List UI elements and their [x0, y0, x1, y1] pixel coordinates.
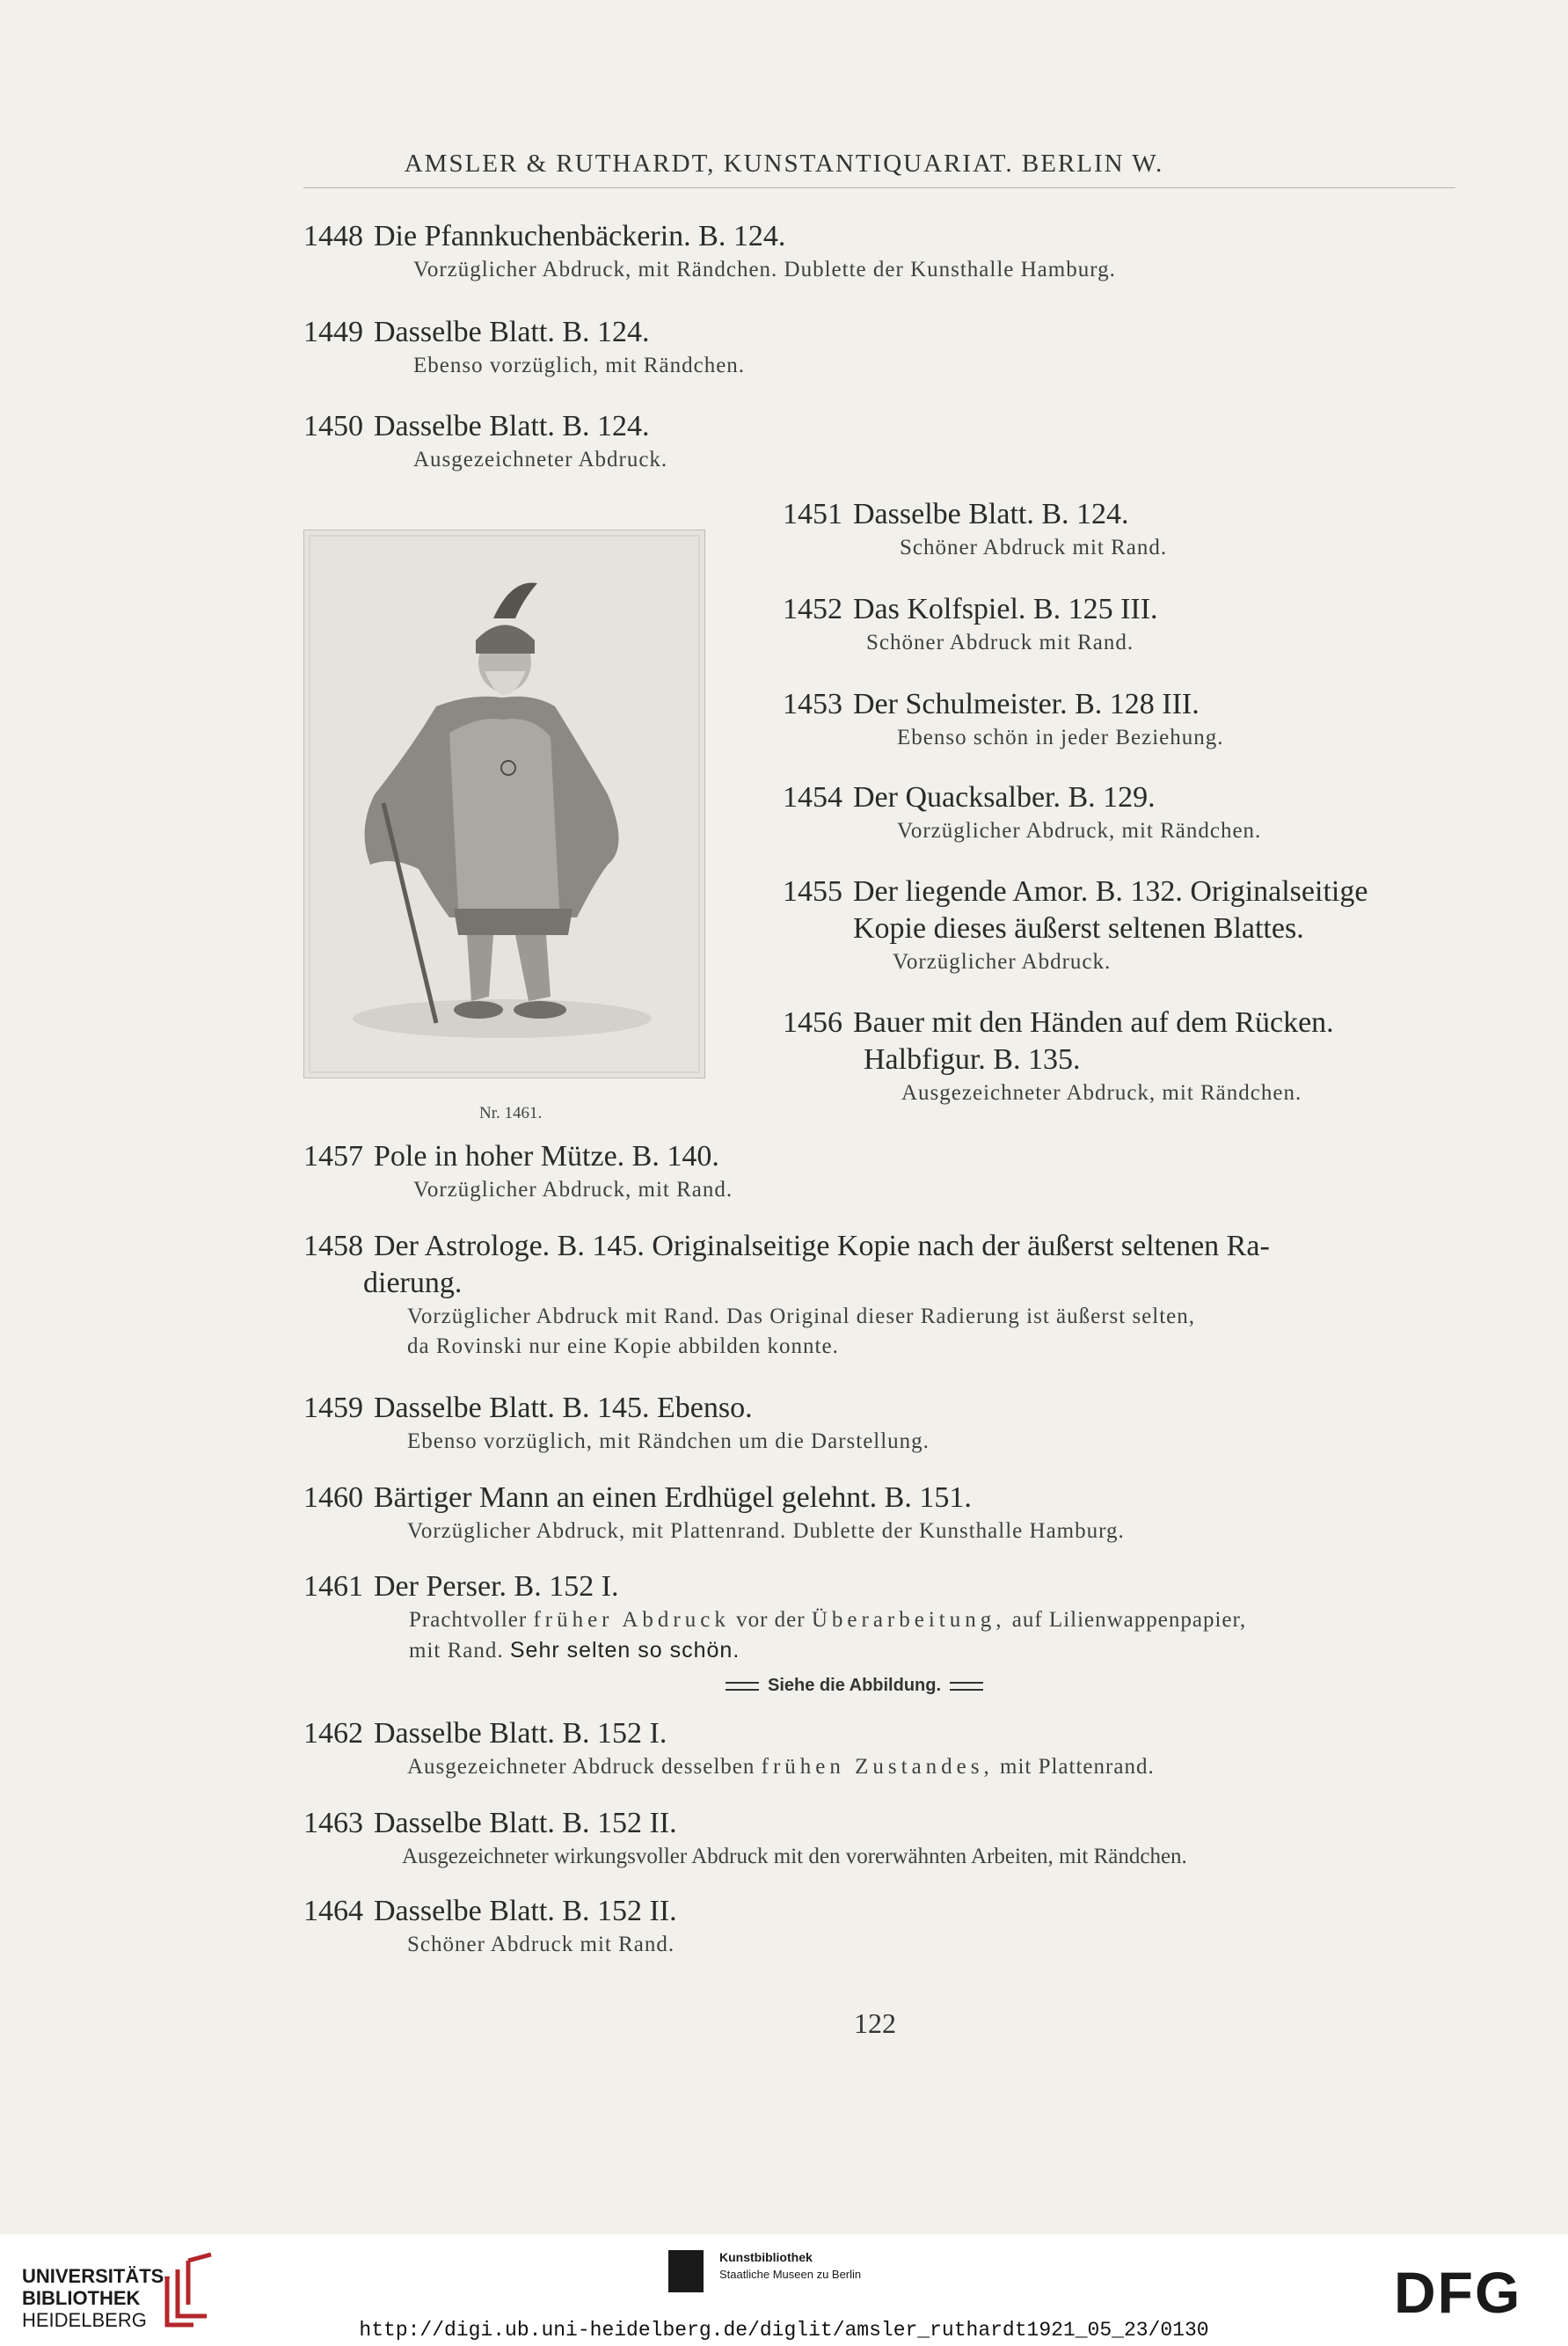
entry-number: 1449: [303, 316, 363, 348]
entry-description: Vorzüglicher Abdruck, mit Rand.: [413, 1178, 733, 1202]
entry-description: Schöner Abdruck mit Rand.: [407, 1933, 675, 1956]
kb-logo-line1: Kunstbibliothek: [719, 2250, 813, 2264]
see-illustration-text: Siehe die Abbildung.: [768, 1676, 942, 1695]
entry-title: Dasselbe Blatt. B. 152 I.: [374, 1717, 667, 1750]
entry-description: Ausgezeichneter wirkungsvoller Abdruck mit den vorerwähnten Arbeiten, mit Rändchen.: [402, 1845, 1187, 1868]
entry-title: Bärtiger Mann an einen Erdhügel gelehnt. B. 151.: [374, 1481, 972, 1514]
desc-part: vor der: [736, 1608, 806, 1632]
entry-title: Dasselbe Blatt. B. 152 II.: [374, 1807, 677, 1839]
entry-number: 1453: [783, 688, 842, 720]
ub-logo-line1: UNIVERSITÄTS-: [22, 2265, 171, 2287]
entry-number: 1448: [303, 220, 363, 252]
entry-1463: [303, 1805, 1187, 1872]
entry-1459: [303, 1390, 930, 1457]
entry-1450: [303, 408, 667, 475]
entry-description: [303, 1752, 1155, 1782]
entry-number: 1464: [303, 1895, 363, 1927]
entry-title: Die Pfannkuchenbäckerin. B. 124.: [374, 220, 786, 252]
entry-1457: [303, 1138, 733, 1205]
persian-figure-image: [304, 530, 704, 1078]
entry-description: Schöner Abdruck mit Rand.: [900, 536, 1168, 559]
entry-title: Pole in hoher Mütze. B. 140.: [374, 1140, 719, 1173]
entry-title: Der liegende Amor. B. 132. Originalseitige: [853, 875, 1368, 908]
header-rule: [303, 187, 1455, 188]
entry-description-continued: [303, 1635, 1246, 1666]
entry-1448: [303, 218, 1116, 285]
double-rule: [726, 1682, 759, 1691]
illustration-caption: Nr. 1461.: [479, 1104, 543, 1122]
entry-number: 1461: [303, 1570, 363, 1603]
entry-title: Der Quacksalber. B. 129.: [853, 781, 1156, 814]
entry-1460: [303, 1480, 1125, 1546]
entry-1462: [303, 1715, 1155, 1782]
entry-description: [303, 1605, 1246, 1635]
entry-title: Bauer mit den Händen auf dem Rücken.: [853, 1006, 1334, 1039]
dfg-logo[interactable]: DFG: [1394, 2260, 1522, 2325]
see-illustration-note: [717, 1676, 992, 1696]
entry-description: Ebenso vorzüglich, mit Rändchen um die Darstellung.: [407, 1429, 930, 1453]
double-rule: [950, 1682, 983, 1691]
desc-part: auf Lilienwappenpapier,: [1011, 1608, 1247, 1632]
entry-number: 1456: [783, 1006, 842, 1039]
entry-1454: [783, 779, 1261, 846]
entry-number: 1455: [783, 875, 842, 908]
entry-title-continued: dierung.: [363, 1267, 463, 1299]
running-header: AMSLER & RUTHARDT, KUNSTANTIQUARIAT. BERLIN W.: [404, 150, 1164, 178]
entry-description: Vorzüglicher Abdruck, mit Rändchen. Dublette der Kunsthalle Hamburg.: [413, 258, 1116, 281]
desc-part-spaced: früher Abdruck: [533, 1608, 730, 1632]
entry-title: Der Astrologe. B. 145. Originalseitige Kopie nach der äußerst seltenen Ra-: [374, 1230, 1270, 1262]
entry-1451: [783, 496, 1167, 563]
desc-part: mit Plattenrand.: [1000, 1755, 1155, 1779]
ub-logo-line2: BIBLIOTHEK: [22, 2287, 141, 2309]
entry-title: Dasselbe Blatt. B. 152 II.: [374, 1895, 677, 1927]
desc-part-spaced: frühen Zustandes,: [761, 1755, 994, 1779]
entry-number: 1457: [303, 1140, 363, 1173]
etching-illustration: [303, 530, 705, 1078]
kb-logo-line2: Staatliche Museen zu Berlin: [719, 2268, 862, 2281]
ub-logo-line3: HEIDELBERG: [22, 2309, 147, 2331]
entry-description: Vorzüglicher Abdruck, mit Plattenrand. Dublette der Kunsthalle Hamburg.: [407, 1519, 1125, 1543]
entry-number: 1463: [303, 1807, 363, 1839]
entry-1449: [303, 314, 745, 381]
entry-title-continued: Halbfigur. B. 135.: [864, 1043, 1081, 1076]
entry-description: Ausgezeichneter Abdruck, mit Rändchen.: [901, 1081, 1302, 1105]
entry-1456: [783, 1005, 1334, 1108]
desc-emphasis: Sehr selten so schön.: [509, 1638, 740, 1663]
entry-description: Vorzüglicher Abdruck, mit Rändchen.: [897, 819, 1262, 843]
entry-description: Ausgezeichneter Abdruck.: [413, 448, 668, 471]
entry-number: 1459: [303, 1392, 363, 1424]
desc-part-spaced: Überarbeitung,: [811, 1608, 1006, 1632]
entry-description: Vorzüglicher Abdruck mit Rand. Das Original dieser Radierung ist äußerst selten,: [407, 1305, 1196, 1328]
entry-title: Dasselbe Blatt. B. 145. Ebenso.: [374, 1392, 753, 1424]
desc-part: mit Rand.: [409, 1639, 504, 1663]
entry-1452: [783, 591, 1158, 658]
entry-1464: [303, 1893, 677, 1960]
entry-1458: [303, 1228, 1270, 1362]
entry-1453: [783, 686, 1224, 753]
entry-description: Ebenso schön in jeder Beziehung.: [897, 726, 1224, 749]
entry-number: 1462: [303, 1717, 363, 1750]
entry-title: Dasselbe Blatt. B. 124.: [374, 410, 650, 442]
entry-number: 1460: [303, 1481, 363, 1514]
entry-number: 1458: [303, 1230, 363, 1262]
entry-title: Der Perser. B. 152 I.: [374, 1570, 619, 1603]
ub-mark-icon: [158, 2250, 220, 2329]
entry-title-continued: Kopie dieses äußerst seltenen Blattes.: [853, 912, 1304, 945]
entry-1461: [303, 1568, 1246, 1666]
desc-part: Ausgezeichneter Abdruck desselben: [407, 1755, 755, 1779]
entry-number: 1450: [303, 410, 363, 442]
entry-title: Dasselbe Blatt. B. 124.: [374, 316, 650, 348]
entry-description: Schöner Abdruck mit Rand.: [866, 631, 1134, 654]
kunstbibliothek-mark-icon: [668, 2250, 704, 2292]
desc-part: Prachtvoller: [409, 1608, 528, 1632]
permalink-url[interactable]: http://digi.ub.uni-heidelberg.de/diglit/amsler_ruthardt1921_05_23/0130: [359, 2319, 1209, 2342]
entry-description-continued: da Rovinski nur eine Kopie abbilden konnte.: [407, 1334, 839, 1358]
entry-number: 1451: [783, 498, 842, 530]
entry-1455: [783, 873, 1367, 977]
page-number: 122: [854, 2007, 896, 2039]
entry-description: Ebenso vorzüglich, mit Rändchen.: [413, 354, 746, 377]
entry-title: Das Kolfspiel. B. 125 III.: [853, 593, 1158, 625]
entry-number: 1452: [783, 593, 842, 625]
entry-number: 1454: [783, 781, 842, 814]
entry-title: Dasselbe Blatt. B. 124.: [853, 498, 1129, 530]
entry-title: Der Schulmeister. B. 128 III.: [853, 688, 1200, 720]
entry-description: Vorzüglicher Abdruck.: [893, 950, 1112, 974]
